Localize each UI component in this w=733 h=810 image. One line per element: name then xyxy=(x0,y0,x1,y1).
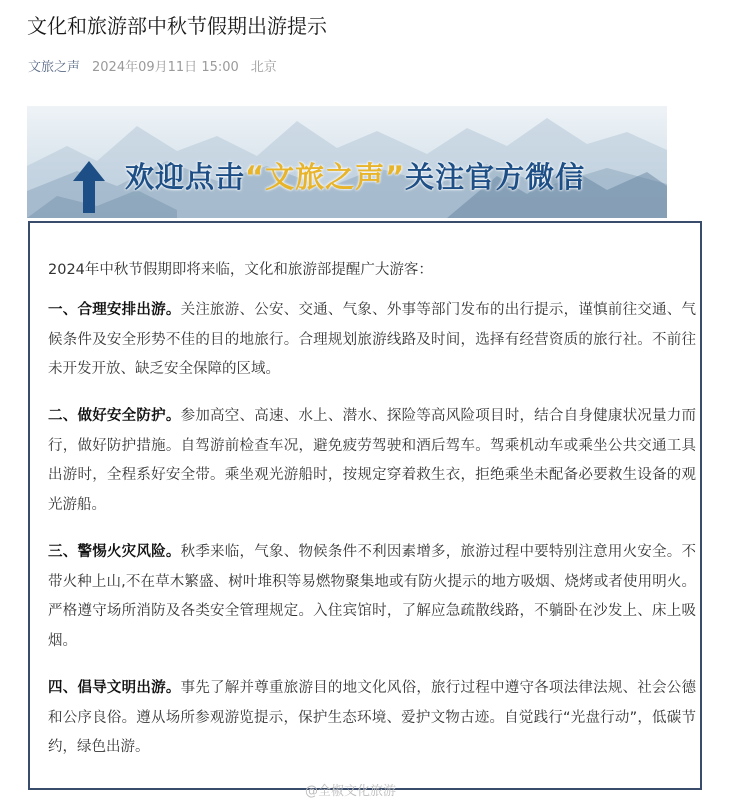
section-1 xyxy=(48,296,696,385)
section-3 xyxy=(48,538,696,656)
source-link[interactable]: 文旅之声 xyxy=(28,60,81,75)
banner-text xyxy=(125,155,585,196)
section-2-heading: 二、做好安全防护。 xyxy=(48,408,181,424)
section-2 xyxy=(48,402,696,520)
article-title: 文化和旅游部中秋节假期出游提示 xyxy=(27,14,327,38)
section-3-heading: 三、警惕火灾风险。 xyxy=(48,544,181,560)
banner-text-suffix: 关注官方微信 xyxy=(405,160,586,194)
section-2-body: 参加高空、高速、水上、潜水、探险等高风险项目时，结合自身健康状况量力而行，做好防护措施。自驾游前检查车况，避免疲劳驾驶和酒后驾车。驾乘机动车或乘坐公共交通工具出游时，全程系好安全带。乘坐观光游船时，按规定穿着救生衣，拒绝乘坐未配备必要救生设备的观光游船。 xyxy=(48,408,696,513)
watermark: @全椒文化旅游 xyxy=(305,784,397,799)
publish-location: 北京 xyxy=(250,60,277,75)
article-meta xyxy=(28,56,277,75)
intro-text: 2024年中秋节假期即将来临，文化和旅游部提醒广大游客： xyxy=(48,262,433,278)
follow-banner[interactable] xyxy=(27,106,667,218)
section-1-body: 关注旅游、公安、交通、气象、外事等部门发布的出行提示，谨慎前往交通、气候条件及安全形势不佳的目的地旅行。合理规划旅游线路及时间，选择有经营资质的旅行社。不前往未开发开放、缺乏安全保障的区域。 xyxy=(48,302,696,377)
section-4-body: 事先了解并尊重旅游目的地文化风俗，旅行过程中遵守各项法律法规、社会公德和公序良俗。遵从场所参观游览提示，保护生态环境、爱护文物古迹。自觉践行“光盘行动”，低碳节约，绿色出游。 xyxy=(48,680,696,755)
section-3-body: 秋季来临，气象、物候条件不利因素增多，旅游过程中要特别注意用火安全。不带火种上山,不在草木繁盛、树叶堆积等易燃物聚集地或有防火提示的地方吸烟、烧烤或者使用明火。严格遵守场所消防及各类安全管理规定。入住宾馆时，了解应急疏散线路，不躺卧在沙发上、床上吸烟。 xyxy=(48,544,696,649)
banner-text-highlight: “文旅之声” xyxy=(245,160,406,194)
section-4-heading: 四、倡导文明出游。 xyxy=(48,680,181,696)
section-1-heading: 一、合理安排出游。 xyxy=(48,302,181,318)
section-4 xyxy=(48,674,696,763)
banner-text-prefix: 欢迎点击 xyxy=(125,160,246,194)
arrow-up-icon xyxy=(73,161,105,213)
publish-date: 2024年09月11日 15:00 xyxy=(92,60,239,75)
